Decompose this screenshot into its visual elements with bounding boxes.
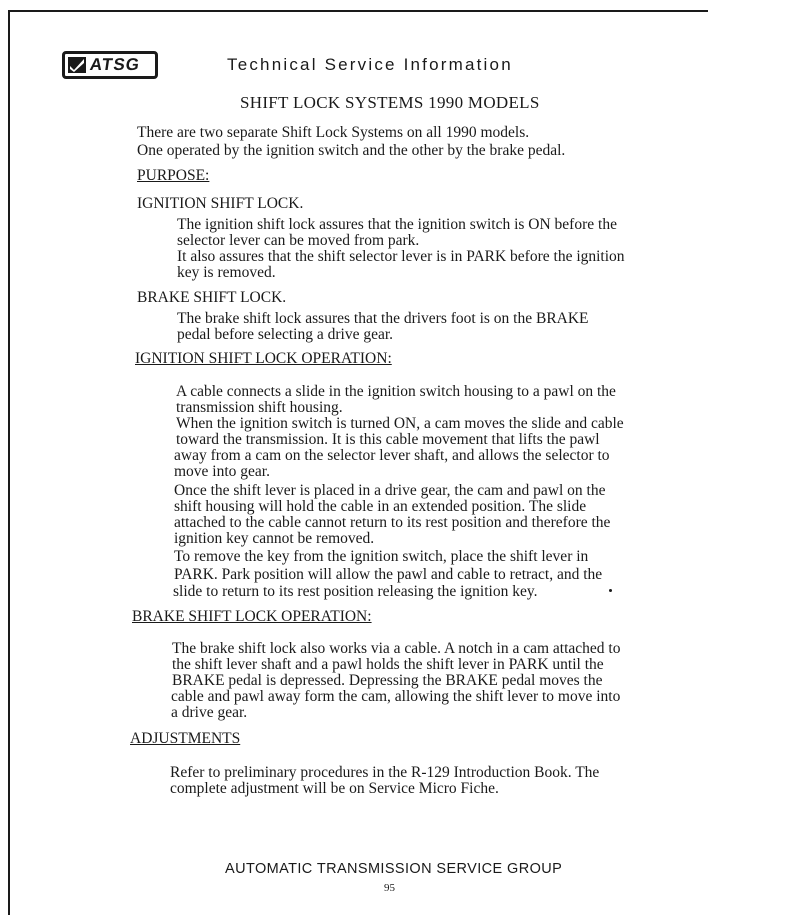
brake-shift-lock-subheading: BRAKE SHIFT LOCK. [137, 289, 287, 306]
footer-organization: AUTOMATIC TRANSMISSION SERVICE GROUP [225, 861, 563, 877]
paragraph-line: ignition key cannot be removed. [174, 530, 375, 547]
paragraph-line: Refer to preliminary procedures in the R-129 Introduction Book. The [170, 764, 600, 781]
paragraph-line: The brake shift lock assures that the drivers foot is on the BRAKE [177, 310, 589, 327]
atsg-logo [62, 51, 158, 79]
paragraph-line: It also assures that the shift selector lever is in PARK before the ignition [177, 248, 625, 265]
ignition-shift-lock-subheading: IGNITION SHIFT LOCK. [137, 195, 304, 212]
paragraph-line: Once the shift lever is placed in a drive gear, the cam and pawl on the [174, 482, 606, 499]
paragraph-line: slide to return to its rest position releasing the ignition key. [173, 583, 538, 600]
paragraph-line: toward the transmission. It is this cable movement that lifts the pawl [176, 431, 600, 448]
paragraph-line: The brake shift lock also works via a cable. A notch in a cam attached to [172, 640, 621, 657]
paragraph-line: cable and pawl away form the cam, allowing the shift lever to move into [171, 688, 621, 705]
paragraph-line: transmission shift housing. [176, 399, 343, 416]
intro-line: There are two separate Shift Lock Systems on all 1990 models. [137, 124, 530, 141]
logo-text: ATSG [88, 55, 142, 74]
paragraph-line: When the ignition switch is turned ON, a cam moves the slide and cable [176, 415, 624, 432]
paragraph-line: To remove the key from the ignition switch, place the shift lever in [174, 548, 589, 565]
paragraph-line: shift housing will hold the cable in an extended position. The slide [174, 498, 587, 515]
paragraph-line: PARK. Park position will allow the pawl and cable to retract, and the [174, 566, 603, 583]
left-border-line [8, 10, 10, 915]
check-mark-icon [68, 57, 86, 73]
paragraph-line: move into gear. [174, 463, 270, 480]
paragraph-line: the shift lever shaft and a pawl holds the shift lever in PARK until the [172, 656, 604, 673]
top-border-line [8, 10, 708, 12]
paragraph-line: A cable connects a slide in the ignition switch housing to a pawl on the [176, 383, 616, 400]
adjustments-heading: ADJUSTMENTS [130, 730, 241, 747]
paragraph-line: a drive gear. [171, 704, 248, 721]
paragraph-line: selector lever can be moved from park. [177, 232, 420, 249]
paragraph-line: The ignition shift lock assures that the ignition switch is ON before the [177, 216, 617, 233]
paragraph-line: key is removed. [177, 264, 276, 281]
paragraph-line: complete adjustment will be on Service Micro Fiche. [170, 780, 499, 797]
purpose-heading: PURPOSE: [137, 167, 210, 184]
page-title: SHIFT LOCK SYSTEMS 1990 MODELS [240, 93, 540, 112]
paragraph-line: away from a cam on the selector lever shaft, and allows the selector to [174, 447, 610, 464]
brake-operation-heading: BRAKE SHIFT LOCK OPERATION: [132, 608, 372, 625]
paragraph-line: attached to the cable cannot return to its rest position and therefore the [174, 514, 611, 531]
paragraph-line: pedal before selecting a drive gear. [177, 326, 394, 343]
paragraph-line: BRAKE pedal is depressed. Depressing the BRAKE pedal moves the [172, 672, 603, 689]
ignition-operation-heading: IGNITION SHIFT LOCK OPERATION: [135, 350, 392, 367]
intro-line: One operated by the ignition switch and the other by the brake pedal. [137, 142, 566, 159]
technical-service-information-heading: Technical Service Information [227, 55, 513, 74]
page-number: 95 [384, 882, 395, 894]
scan-speck [609, 589, 612, 592]
